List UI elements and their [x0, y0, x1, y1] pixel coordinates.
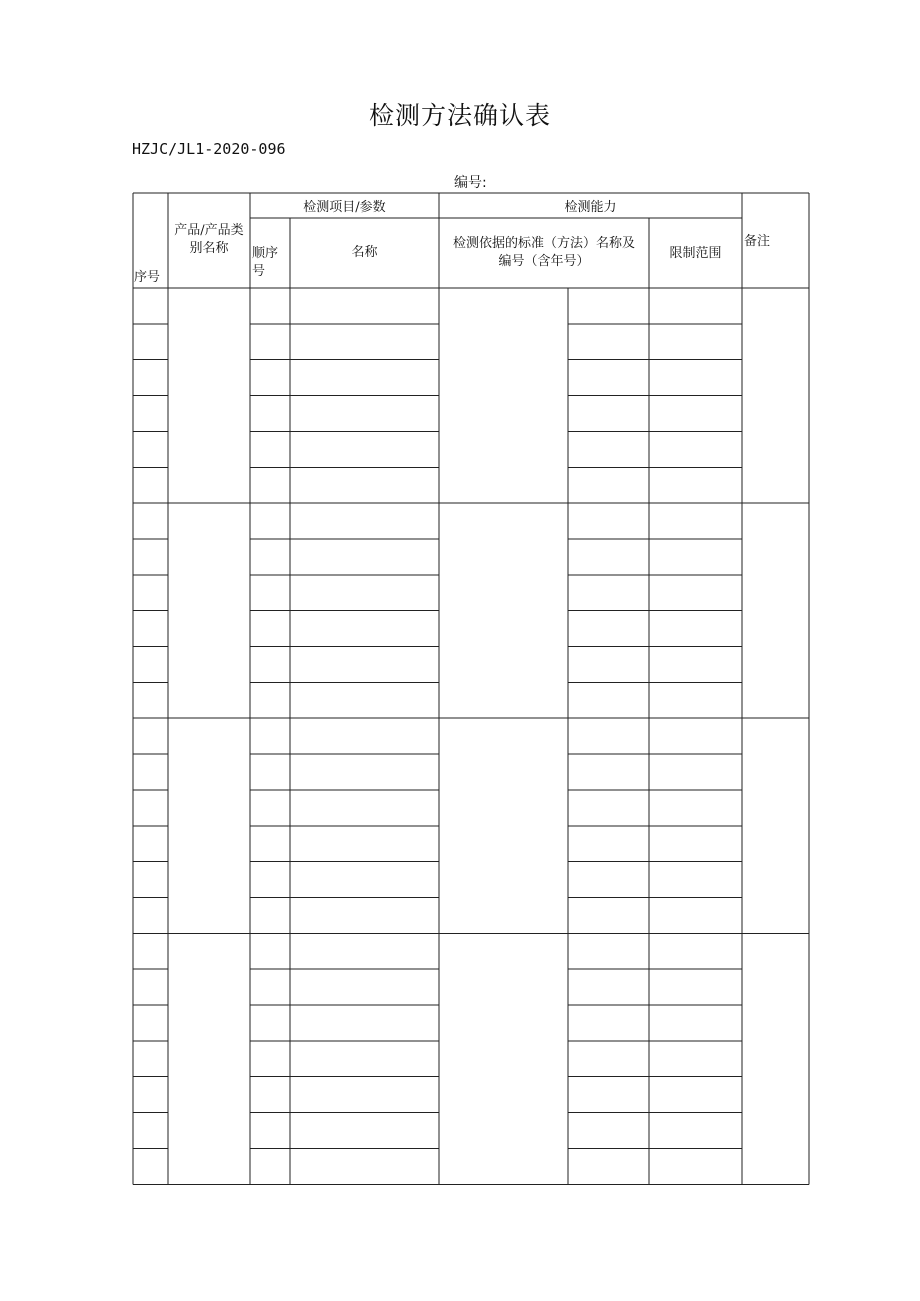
remark-cell[interactable] — [743, 719, 808, 932]
limit-b-cell[interactable] — [650, 898, 741, 932]
header-remark: 备注 — [744, 234, 771, 249]
item-seq-cell[interactable] — [251, 970, 289, 1004]
limit-b-cell[interactable] — [650, 432, 741, 466]
standard-cell[interactable] — [440, 934, 567, 1183]
seq-cell[interactable] — [134, 827, 167, 861]
item-seq-cell[interactable] — [251, 719, 289, 753]
item-seq-cell[interactable] — [251, 827, 289, 861]
seq-cell[interactable] — [134, 468, 167, 502]
item-name-cell[interactable] — [291, 361, 438, 395]
limit-b-cell[interactable] — [650, 863, 741, 897]
remark-cell[interactable] — [743, 289, 808, 502]
limit-a-cell[interactable] — [569, 1042, 648, 1076]
limit-b-cell[interactable] — [650, 719, 741, 753]
number-label: 编号: — [454, 175, 487, 191]
limit-a-cell[interactable] — [569, 289, 648, 323]
seq-cell[interactable] — [134, 1006, 167, 1040]
header-limit-range: 限制范围 — [669, 246, 722, 261]
item-seq-cell[interactable] — [251, 468, 289, 502]
limit-a-cell[interactable] — [569, 1114, 648, 1148]
item-name-cell[interactable] — [291, 791, 438, 825]
limit-a-cell[interactable] — [569, 827, 648, 861]
header-product-line2: 别名称 — [189, 241, 229, 256]
item-seq-cell[interactable] — [251, 755, 289, 789]
item-name-cell[interactable] — [291, 612, 438, 646]
limit-a-cell[interactable] — [569, 1078, 648, 1112]
item-seq-cell[interactable] — [251, 1006, 289, 1040]
item-seq-cell[interactable] — [251, 1078, 289, 1112]
limit-b-cell[interactable] — [650, 1149, 741, 1183]
header-test-item-group: 检测项目/参数 — [303, 200, 386, 215]
limit-a-cell[interactable] — [569, 361, 648, 395]
limit-a-cell[interactable] — [569, 540, 648, 574]
limit-a-cell[interactable] — [569, 576, 648, 610]
header-item-seq-line2: 号 — [252, 264, 266, 279]
limit-b-cell[interactable] — [650, 1078, 741, 1112]
header-seq: 序号 — [134, 270, 161, 285]
limit-a-cell[interactable] — [569, 863, 648, 897]
item-name-cell[interactable] — [291, 1149, 438, 1183]
seq-cell[interactable] — [134, 1078, 167, 1112]
limit-a-cell[interactable] — [569, 648, 648, 682]
item-name-cell[interactable] — [291, 504, 438, 538]
seq-cell[interactable] — [134, 719, 167, 753]
standard-cell[interactable] — [440, 289, 567, 502]
product-name-cell[interactable] — [169, 504, 249, 717]
limit-a-cell[interactable] — [569, 683, 648, 717]
limit-b-cell[interactable] — [650, 504, 741, 538]
item-name-cell[interactable] — [291, 970, 438, 1004]
limit-b-cell[interactable] — [650, 468, 741, 502]
item-name-cell[interactable] — [291, 1042, 438, 1076]
seq-cell[interactable] — [134, 970, 167, 1004]
seq-cell[interactable] — [134, 648, 167, 682]
seq-cell[interactable] — [134, 898, 167, 932]
item-seq-cell[interactable] — [251, 683, 289, 717]
limit-b-cell[interactable] — [650, 970, 741, 1004]
item-name-cell[interactable] — [291, 468, 438, 502]
limit-a-cell[interactable] — [569, 898, 648, 932]
item-name-cell[interactable] — [291, 863, 438, 897]
limit-b-cell[interactable] — [650, 361, 741, 395]
seq-cell[interactable] — [134, 361, 167, 395]
item-name-cell[interactable] — [291, 1006, 438, 1040]
limit-a-cell[interactable] — [569, 432, 648, 466]
limit-b-cell[interactable] — [650, 612, 741, 646]
seq-cell[interactable] — [134, 289, 167, 323]
standard-cell[interactable] — [440, 719, 567, 932]
header-standard-line2: 编号（含年号） — [498, 254, 590, 269]
limit-b-cell[interactable] — [650, 397, 741, 431]
seq-cell[interactable] — [134, 576, 167, 610]
item-name-cell[interactable] — [291, 683, 438, 717]
limit-a-cell[interactable] — [569, 1006, 648, 1040]
limit-b-cell[interactable] — [650, 827, 741, 861]
seq-cell[interactable] — [134, 683, 167, 717]
seq-cell[interactable] — [134, 612, 167, 646]
item-name-cell[interactable] — [291, 325, 438, 359]
item-name-cell[interactable] — [291, 540, 438, 574]
remark-cell[interactable] — [743, 934, 808, 1183]
item-seq-cell[interactable] — [251, 289, 289, 323]
standard-cell[interactable] — [440, 504, 567, 717]
seq-cell[interactable] — [134, 791, 167, 825]
item-seq-cell[interactable] — [251, 791, 289, 825]
limit-b-cell[interactable] — [650, 648, 741, 682]
limit-b-cell[interactable] — [650, 791, 741, 825]
limit-a-cell[interactable] — [569, 791, 648, 825]
item-seq-cell[interactable] — [251, 612, 289, 646]
header-standard-line1: 检测依据的标准（方法）名称及 — [452, 236, 635, 251]
item-name-cell[interactable] — [291, 576, 438, 610]
limit-b-cell[interactable] — [650, 683, 741, 717]
seq-cell[interactable] — [134, 397, 167, 431]
item-name-cell[interactable] — [291, 1114, 438, 1148]
limit-b-cell[interactable] — [650, 1114, 741, 1148]
limit-b-cell[interactable] — [650, 289, 741, 323]
limit-a-cell[interactable] — [569, 719, 648, 753]
item-seq-cell[interactable] — [251, 504, 289, 538]
seq-cell[interactable] — [134, 1149, 167, 1183]
item-seq-cell[interactable] — [251, 540, 289, 574]
item-name-cell[interactable] — [291, 934, 438, 968]
item-name-cell[interactable] — [291, 755, 438, 789]
item-name-cell[interactable] — [291, 719, 438, 753]
limit-b-cell[interactable] — [650, 540, 741, 574]
seq-cell[interactable] — [134, 432, 167, 466]
item-name-cell[interactable] — [291, 827, 438, 861]
header-item-name: 名称 — [351, 245, 378, 260]
seq-cell[interactable] — [134, 755, 167, 789]
header-capability-group: 检测能力 — [564, 200, 617, 215]
header-item-seq-line1: 顺序 — [252, 246, 279, 261]
limit-b-cell[interactable] — [650, 325, 741, 359]
seq-cell[interactable] — [134, 1114, 167, 1148]
limit-a-cell[interactable] — [569, 397, 648, 431]
seq-cell[interactable] — [134, 1042, 167, 1076]
header-item-seq — [252, 245, 278, 281]
seq-cell[interactable] — [134, 504, 167, 538]
item-seq-cell[interactable] — [251, 648, 289, 682]
item-seq-cell[interactable] — [251, 863, 289, 897]
header-product-line1: 产品/产品类 — [174, 223, 244, 238]
item-seq-cell[interactable] — [251, 325, 289, 359]
limit-b-cell[interactable] — [650, 576, 741, 610]
item-name-cell[interactable] — [291, 289, 438, 323]
limit-b-cell[interactable] — [650, 755, 741, 789]
limit-b-cell[interactable] — [650, 934, 741, 968]
header-product-name — [168, 222, 250, 258]
seq-cell[interactable] — [134, 325, 167, 359]
limit-b-cell[interactable] — [650, 1006, 741, 1040]
limit-b-cell[interactable] — [650, 1042, 741, 1076]
item-seq-cell[interactable] — [251, 1042, 289, 1076]
limit-a-cell[interactable] — [569, 1149, 648, 1183]
seq-cell[interactable] — [134, 934, 167, 968]
item-seq-cell[interactable] — [251, 397, 289, 431]
item-name-cell[interactable] — [291, 397, 438, 431]
limit-a-cell[interactable] — [569, 325, 648, 359]
remark-cell[interactable] — [743, 504, 808, 717]
product-name-cell[interactable] — [169, 289, 249, 502]
item-seq-cell[interactable] — [251, 432, 289, 466]
item-name-cell[interactable] — [291, 898, 438, 932]
limit-a-cell[interactable] — [569, 970, 648, 1004]
product-name-cell[interactable] — [169, 934, 249, 1183]
limit-a-cell[interactable] — [569, 755, 648, 789]
limit-a-cell[interactable] — [569, 612, 648, 646]
seq-cell[interactable] — [134, 863, 167, 897]
item-seq-cell[interactable] — [251, 934, 289, 968]
item-seq-cell[interactable] — [251, 576, 289, 610]
page-title: 检测方法确认表 — [368, 101, 551, 130]
item-seq-cell[interactable] — [251, 898, 289, 932]
header-standard — [439, 235, 649, 271]
limit-a-cell[interactable] — [569, 934, 648, 968]
document-code: HZJC/JL1-2020-096 — [132, 140, 286, 158]
item-seq-cell[interactable] — [251, 1114, 289, 1148]
item-seq-cell[interactable] — [251, 361, 289, 395]
item-name-cell[interactable] — [291, 648, 438, 682]
limit-a-cell[interactable] — [569, 468, 648, 502]
item-name-cell[interactable] — [291, 1078, 438, 1112]
seq-cell[interactable] — [134, 540, 167, 574]
product-name-cell[interactable] — [169, 719, 249, 932]
limit-a-cell[interactable] — [569, 504, 648, 538]
item-seq-cell[interactable] — [251, 1149, 289, 1183]
item-name-cell[interactable] — [291, 432, 438, 466]
